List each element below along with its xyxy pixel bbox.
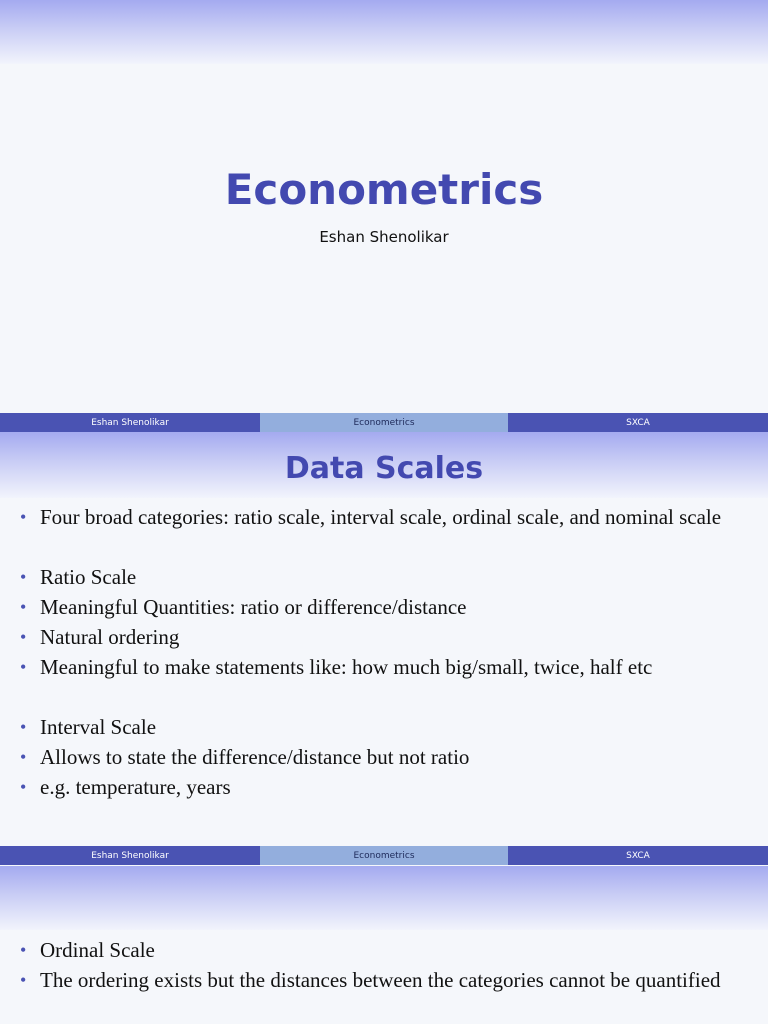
list-item: • Ordinal Scale bbox=[20, 939, 750, 961]
list-item: • Allows to state the difference/distance but not ratio bbox=[20, 746, 750, 768]
bullet-list bbox=[20, 506, 750, 798]
footer-title: Econometrics bbox=[260, 413, 508, 432]
slide-title: Econometrics bbox=[224, 165, 544, 214]
slide-footer bbox=[0, 413, 768, 432]
footer-author: Eshan Shenolikar bbox=[0, 413, 260, 432]
footer-title: Econometrics bbox=[260, 846, 508, 865]
slide-1 bbox=[0, 0, 768, 432]
list-item: • e.g. temperature, years bbox=[20, 776, 750, 798]
list-item: • Ratio Scale bbox=[20, 566, 750, 588]
list-item: • Four broad categories: ratio scale, interval scale, ordinal scale, and nominal scale bbox=[20, 506, 750, 528]
header-band bbox=[0, 0, 768, 64]
list-item: • Natural ordering bbox=[20, 626, 750, 648]
slide-title: Data Scales bbox=[284, 451, 484, 486]
footer-author: Eshan Shenolikar bbox=[0, 846, 260, 865]
slide-3 bbox=[0, 866, 768, 1024]
list-item: • The ordering exists but the distances between the categories cannot be quantified bbox=[20, 969, 750, 991]
header-band bbox=[0, 866, 768, 930]
footer-org: SXCA bbox=[508, 846, 768, 865]
bullet-list bbox=[20, 939, 750, 991]
list-item: • Meaningful Quantities: ratio or difference/distance bbox=[20, 596, 750, 618]
list-item: • Meaningful to make statements like: how much big/small, twice, half etc bbox=[20, 656, 750, 678]
list-item: • Interval Scale bbox=[20, 716, 750, 738]
footer-org: SXCA bbox=[508, 413, 768, 432]
slide-footer bbox=[0, 846, 768, 865]
slide-subtitle: Eshan Shenolikar bbox=[319, 228, 449, 246]
slide-2 bbox=[0, 432, 768, 866]
